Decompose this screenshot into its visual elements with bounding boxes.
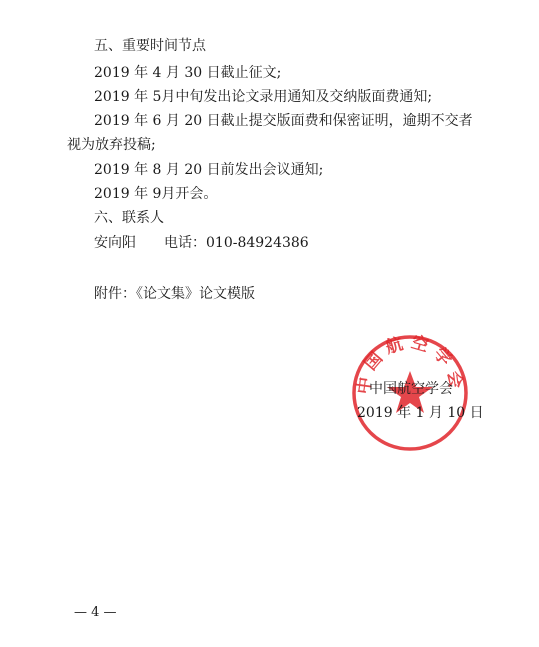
signature-organization: 中国航空学会	[369, 381, 453, 397]
phone-label: 电话：	[164, 235, 206, 251]
schedule-item: 2019 年 9月开会。	[94, 186, 218, 202]
schedule-item: 2019 年 6 月 20 日截止提交版面费和保密证明，逾期不交者	[94, 113, 473, 129]
contact-name: 安向阳	[94, 235, 136, 251]
signature-date: 2019 年 1 月 10 日	[357, 405, 484, 421]
section-heading-contact: 六、联系人	[94, 210, 164, 226]
contact-row	[94, 234, 309, 252]
schedule-item: 2019 年 8 月 20 日前发出会议通知;	[94, 162, 324, 178]
schedule-item: 2019 年 4 月 30 日截止征文;	[94, 65, 282, 81]
schedule-item-continuation: 视为放弃投稿;	[67, 137, 156, 153]
section-heading-schedule: 五、重要时间节点	[94, 38, 206, 54]
attachment-line: 附件：《论文集》论文模版	[94, 286, 255, 302]
seal-text: 中国航空学会	[353, 333, 467, 396]
page-number: — 4 —	[74, 605, 117, 620]
phone-number: 010-84924386	[206, 235, 309, 251]
schedule-item: 2019 年 5月中旬发出论文录用通知及交纳版面费通知;	[94, 89, 433, 105]
